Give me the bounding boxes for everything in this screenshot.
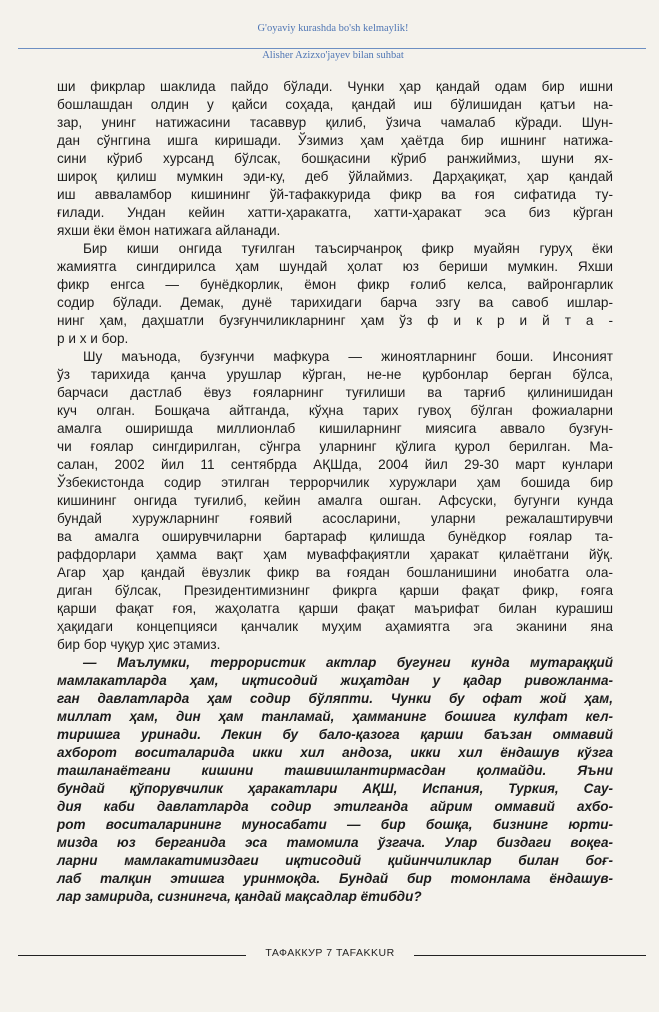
text-line: диган бўлсак, Президентимизнинг фикрга қарши фақат фикр, ғояга — [57, 583, 613, 598]
text-line: мизда юз берганида эса тамомила ўзгача. Улар биздаги воқеа- — [57, 835, 613, 850]
text-line: нинг ҳам, даҳшатли бузғунчиликларнинг ҳам ўз ф и к р и й т а - — [57, 313, 613, 328]
text-line: миллат ҳам, дин ҳам танламай, ҳамманинг бошига кулфат кел- — [57, 709, 613, 724]
text-line: лаб талқин этишга уринмоқда. Бундай бир томонлама ёндашув- — [57, 871, 613, 886]
footer-rule-left — [18, 955, 246, 956]
text-line: дан сўнггина ишга киришади. Ўзимиз ҳам ҳаётда бир ишнинг натижа- — [57, 133, 613, 148]
article-body — [57, 78, 613, 906]
text-line: Агар ҳар қандай ёвузлик фикр ва ғоядан бошланишини инобатга ола- — [57, 565, 613, 580]
text-line: жамиятга сингдирилса ҳам шундай ҳолат юз бериши мумкин. Яхши — [57, 259, 613, 274]
text-line: р и х и бор. — [57, 331, 129, 346]
text-line: Ўзбекистонда содир этилган террорчилик хуружлари ҳам бошида бир — [57, 475, 613, 490]
text-line: мамлакатларда ҳам, иқтисодий жиҳатдан у қадар ривожланма- — [57, 673, 613, 688]
text-line: ва амалга оширувчиларни бартараф қилишда бунёдкор ғоялар та- — [57, 529, 613, 544]
text-line: ҳақидаги концепцияси қанчалик муҳим аҳамиятга эга эканини яна — [57, 619, 613, 634]
text-line: фикр енгса — бунёдкорлик, ёмон фикр ғолиб келса, вайронгарлик — [57, 277, 613, 292]
text-line: зар, унинг натижасини тасаввур қилиб, ўзича чамалаб кўради. Шун- — [57, 115, 613, 130]
footer-text: ТАФАККУР 7 TAFAKKUR — [265, 947, 395, 959]
page-footer — [0, 947, 659, 963]
header-title: G'oyaviy kurashda bo'sh kelmaylik! — [257, 23, 409, 34]
text-line: Шу маънода, бузғунчи мафкура — жиноятларнинг боши. Инсоният — [83, 349, 613, 364]
text-line: содир бўлади. Демак, дунё тарихидаги барча эзгу ва савоб ишлар- — [57, 295, 613, 310]
text-line: салан, 2002 йил 11 сентябрда АҚШда, 2004 йил 29-30 март кунлари — [57, 457, 613, 472]
running-header — [0, 22, 659, 62]
text-line: ташланаётгани кишини ташвишлантирмасдан қолмайди. Яъни — [57, 763, 613, 778]
text-line: рафдорлари ҳамма вақт ҳам муваффақиятли ҳаракат қилаётгани йўқ. — [57, 547, 613, 562]
text-line: сини кўриб хурсанд бўлсак, бошқасини кўриб ранжиймиз, шуни ях- — [57, 151, 613, 166]
text-line: ўз тарихида қанча урушлар кўрган, не-не қурбонлар берган бўлса, — [57, 367, 613, 382]
text-line: тиришга уринади. Лекин бу бало-қазога қарши баъзан оммавий — [57, 727, 613, 742]
text-line: ғилади. Ундан кейин хатти-ҳаракатга, хатти-ҳаракат эса биз кўрган — [57, 205, 613, 220]
text-line: ган давлатларда ҳам содир бўляпти. Чунки бу офат жой ҳам, — [57, 691, 613, 706]
text-line: дия каби давлатларда содир этилганда айрим оммавий ахбо- — [57, 799, 613, 814]
text-line: барчаси дастлаб ёвуз ғояларнинг туғилиши ва тарғиб қилинишидан — [57, 385, 613, 400]
text-line: бошлашдан олдин у қайси соҳада, қандай иш бўлишидан қатъи на- — [57, 97, 613, 112]
text-line: яхши ёки ёмон натижага айланади. — [57, 223, 281, 238]
text-line: бундай қўпорувчилик ҳаракатлари АҚШ, Испания, Туркия, Сау- — [57, 781, 613, 796]
text-line: бир бор чуқур ҳис этамиз. — [57, 637, 221, 652]
text-line: иш авваламбор кишининг ўй-тафаккурида фикр ва ғоя сифатида ту- — [57, 187, 613, 202]
text-line: ахборот воситаларида икки хил андоза, икки хил ёндашув кўзга — [57, 745, 613, 760]
text-line: рот воситаларининг муносабати — бир бошқа, бизнинг юрти- — [57, 817, 613, 832]
text-line: кишининг онгида туғилиб, кейин амалга ошган. Афсуски, бугунги кунда — [57, 493, 613, 508]
text-line: қарши фақат ғоя, жаҳолатга қарши фақат маърифат билан курашиш — [57, 601, 613, 616]
header-author: Alisher Azizxo'jayev bilan suhbat — [262, 50, 404, 61]
text-line: амалга оширишда миллионлаб кишиларнинг миясига аввало бузғун- — [57, 421, 613, 436]
text-line: чи ғоялар сингдирилган, сўнгра уларнинг қўлига қурол берилган. Ма- — [57, 439, 613, 454]
text-line: широқ қилиш мумкин эди-ку, деб ўйлаймиз. Дарҳақиқат, ҳар қандай — [57, 169, 613, 184]
text-line: Бир киши онгида туғилган таъсирчанроқ фикр муайян гуруҳ ёки — [83, 241, 613, 256]
text-line: ларни мамлакатимиздаги иқтисодий қийинчиликлар билан боғ- — [57, 853, 613, 868]
text-line: куч олган. Бошқача айтганда, кўҳна тарих гувоҳ бўлган фожиаларни — [57, 403, 613, 418]
text-line: бундай хуружларнинг ғоявий асосларини, уларни режалаштирувчи — [57, 511, 613, 526]
text-line: — Маълумки, террористик актлар бугунги кунда мутараққий — [83, 655, 613, 670]
footer-rule-right — [414, 955, 646, 956]
text-line: лар замирида, сизнингча, қандай мақсадлар ётибди? — [57, 889, 422, 904]
text-line: ши фикрлар шаклида пайдо бўлади. Чунки ҳар қандай одам бир ишни — [57, 79, 613, 94]
header-rule — [18, 48, 646, 49]
